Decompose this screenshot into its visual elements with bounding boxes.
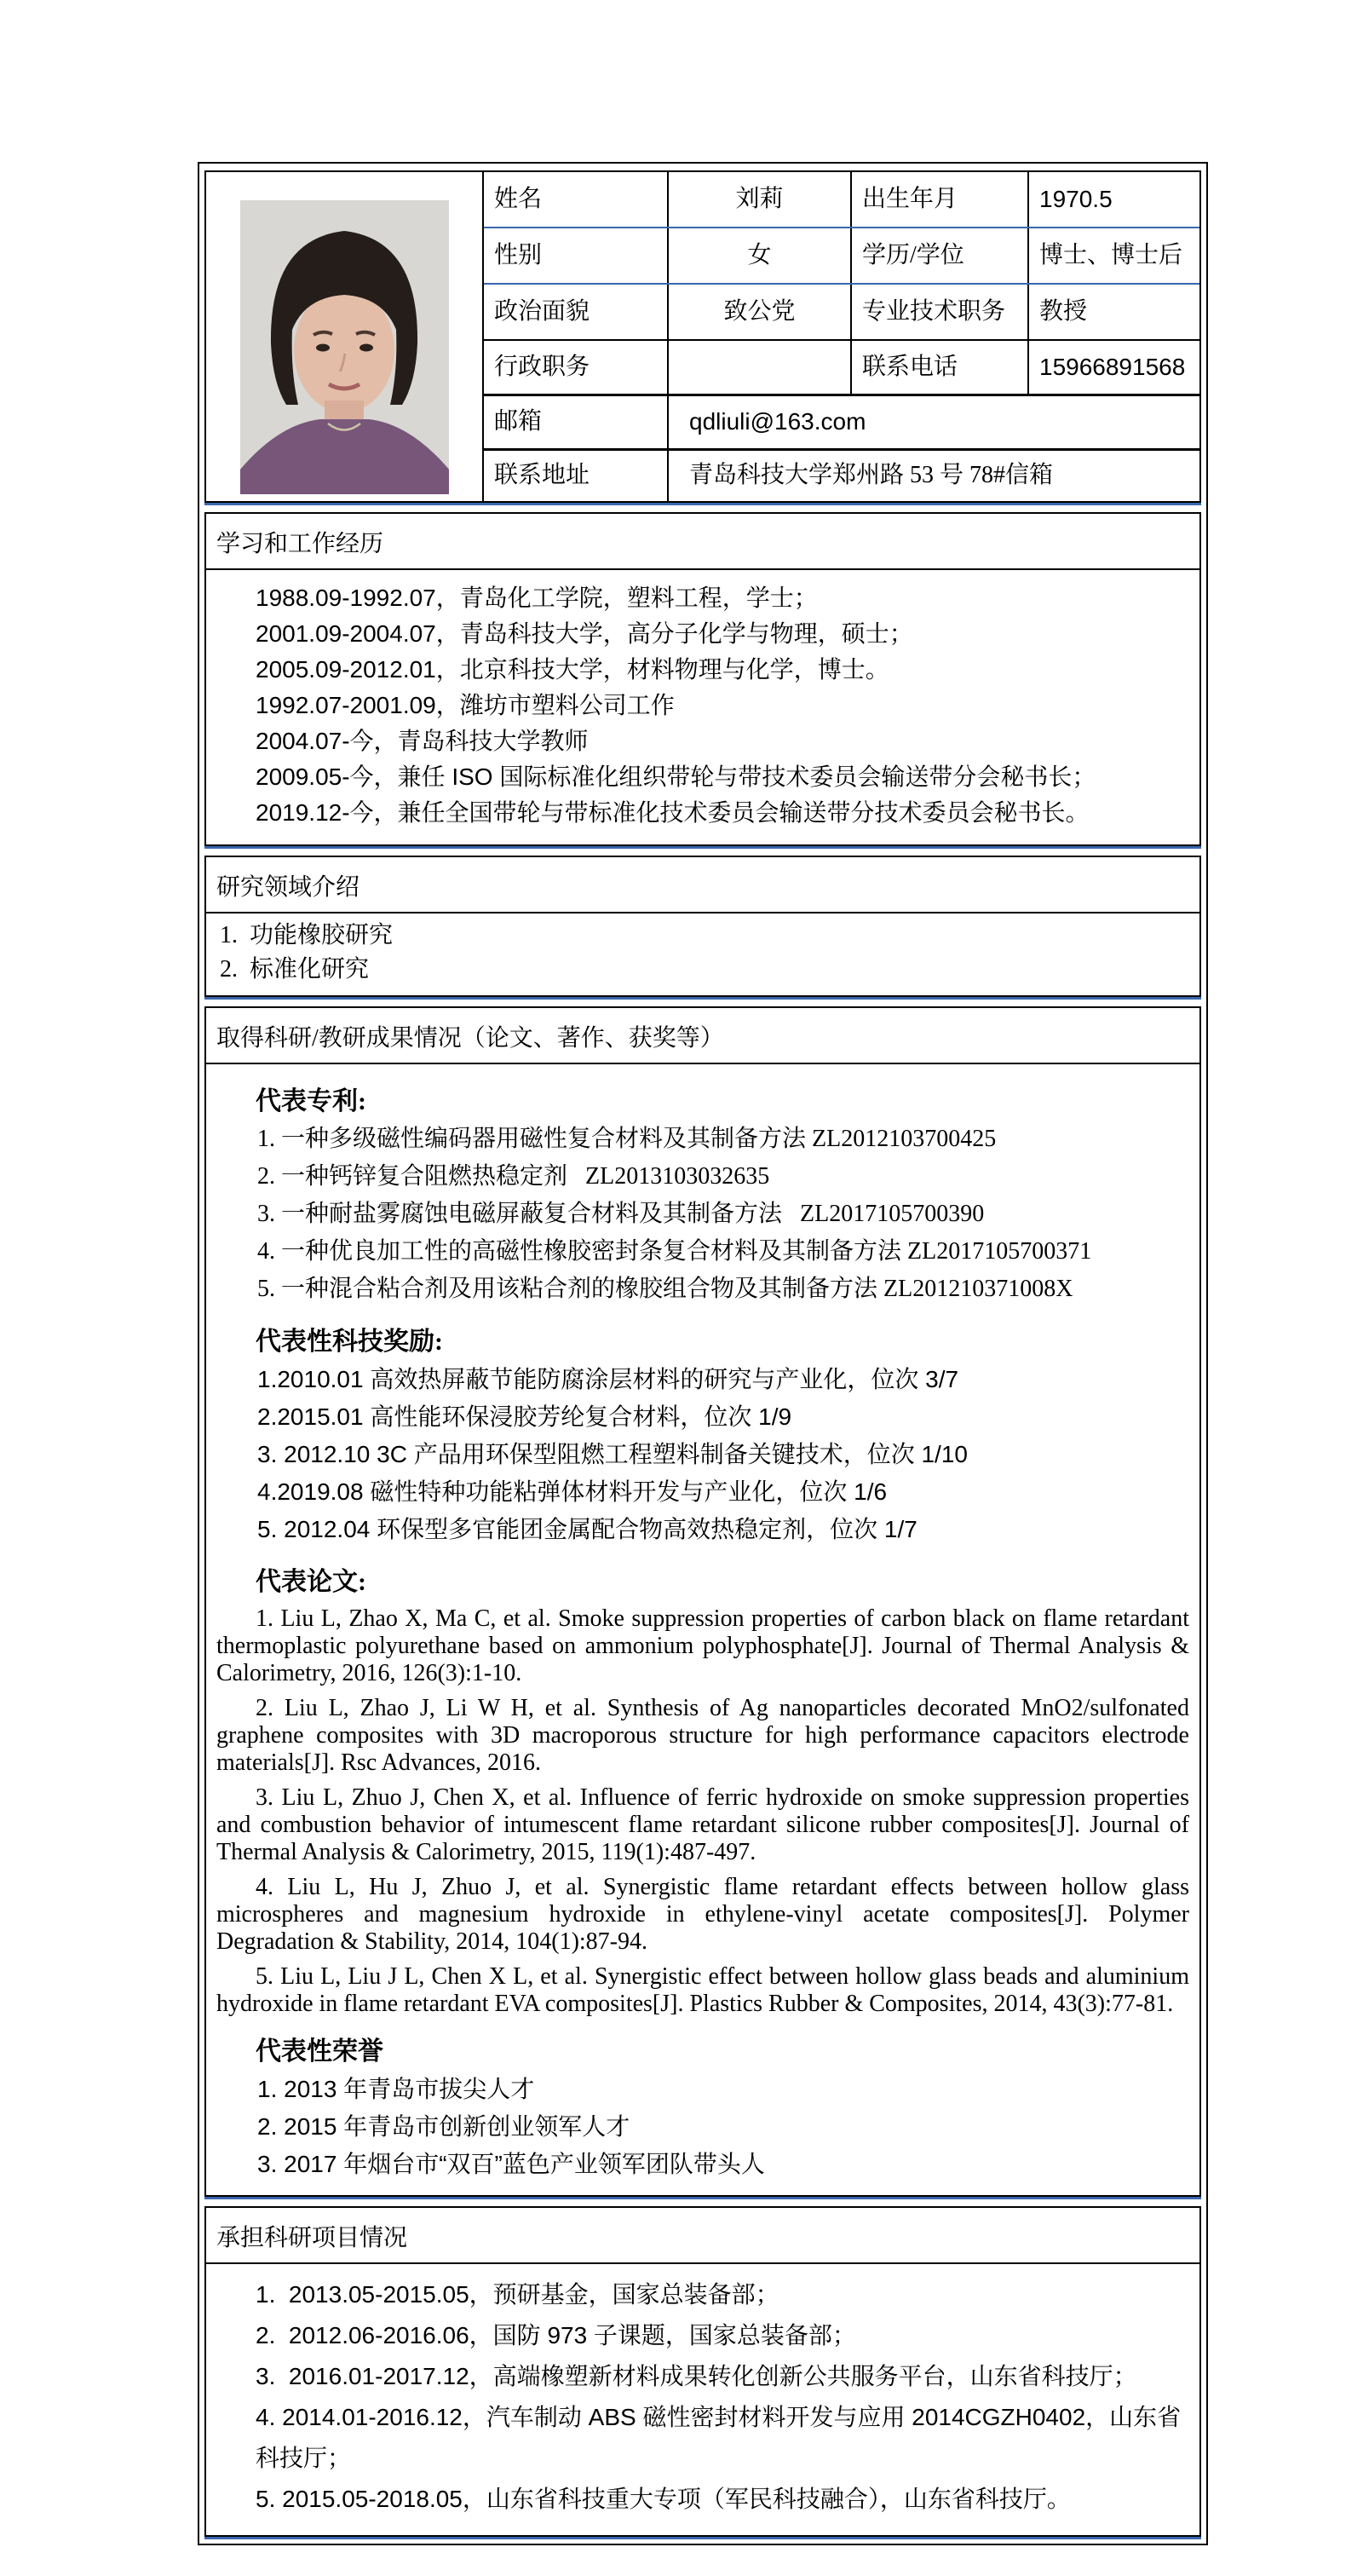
research-area-item: 2. 标准化研究	[220, 956, 370, 983]
political-label: 政治面貌	[494, 297, 590, 325]
section-title: 承担科研项目情况	[206, 2208, 1199, 2264]
table-row	[484, 283, 1199, 339]
project-item: 1. 2013.05-2015.05，预研基金，国家总装备部；	[256, 2281, 779, 2308]
award-item: 1.2010.01 高效热屏蔽节能防腐涂层材料的研究与产业化，位次 3/7	[257, 1366, 959, 1392]
political-value: 致公党	[667, 285, 850, 339]
email-label: 邮箱	[494, 408, 543, 435]
section-projects	[204, 2206, 1201, 2537]
section-title: 研究领域介绍	[206, 857, 1199, 913]
gender-label: 性别	[494, 241, 543, 268]
section-body	[206, 913, 1199, 995]
project-item: 4. 2014.01-2016.12，汽车制动 ABS 磁性密封材料开发与应用 2014CGZH0402，山东省科技厅；	[256, 2404, 1182, 2471]
address-label: 联系地址	[494, 462, 590, 489]
honor-item: 1. 2013 年青岛市拔尖人才	[257, 2076, 535, 2102]
experience-item: 2001.09-2004.07，青岛科技大学，高分子化学与物理，硕士；	[256, 620, 913, 647]
section-title: 取得科研/教研成果情况（论文、著作、获奖等）	[206, 1008, 1199, 1064]
birthdate-label: 出生年月	[850, 172, 1027, 227]
experience-item: 1988.09-1992.07，青岛化工学院，塑料工程，学士；	[256, 585, 818, 611]
honor-item: 2. 2015 年青岛市创新创业领军人才	[257, 2113, 630, 2140]
research-area-item: 1. 功能橡胶研究	[220, 922, 394, 948]
phone-value: 15966891568	[1027, 341, 1199, 394]
project-item: 2. 2012.06-2016.06，国防 973 子课题，国家总装备部；	[256, 2322, 856, 2348]
birthdate-value: 1970.5	[1027, 172, 1199, 227]
resume-document	[198, 162, 1208, 2545]
honor-item: 3. 2017 年烟台市“双百”蓝色产业领军团队带头人	[257, 2151, 765, 2177]
table-row	[484, 394, 1199, 448]
profile-table	[204, 170, 1201, 503]
section-research-areas	[204, 856, 1201, 997]
section-body	[206, 1064, 1199, 2195]
phone-label: 联系电话	[850, 341, 1027, 394]
experience-item: 2009.05-今，兼任 ISO 国际标准化组织带轮与带技术委员会输送带分会秘书长；	[256, 764, 1096, 790]
admin-post-label: 行政职务	[494, 353, 590, 380]
award-item: 3. 2012.10 3C 产品用环保型阻燃工程塑料制备关键技术，位次 1/10	[257, 1441, 968, 1467]
experience-item: 1992.07-2001.09，潍坊市塑料公司工作	[256, 692, 675, 718]
degree-label: 学历/学位	[850, 228, 1027, 283]
project-item: 5. 2015.05-2018.05，山东省科技重大专项（军民科技融合），山东省科技厅。	[256, 2486, 1071, 2512]
admin-post-value	[667, 341, 850, 394]
patent-item: 4. 一种优良加工性的高磁性橡胶密封条复合材料及其制备方法 ZL2017105700371	[257, 1238, 1092, 1265]
experience-item: 2005.09-2012.01，北京科技大学，材料物理与化学，博士。	[256, 656, 889, 683]
papers-heading: 代表论文:	[256, 1568, 366, 1596]
section-title: 学习和工作经历	[206, 514, 1199, 570]
patent-item: 5. 一种混合粘合剂及用该粘合剂的橡胶组合物及其制备方法 ZL201210371008X	[257, 1276, 1073, 1302]
paper-item: 2. Liu L, Zhao J, Li W H, et al. Synthesis of Ag nanoparticles decorated MnO2/sulfonated graphene composites with 3D macroporous structure for high performance capacitors electrode materials[J]. Rsc Advances, 2016.	[216, 1695, 1189, 1776]
section-body	[206, 570, 1199, 844]
experience-item: 2019.12-今，兼任全国带轮与带标准化技术委员会输送带分技术委员会秘书长。	[256, 799, 1090, 826]
awards-heading: 代表性科技奖励:	[256, 1328, 443, 1356]
portrait-photo	[240, 200, 449, 494]
award-item: 4.2019.08 磁性特种功能粘弹体材料开发与产业化，位次 1/6	[257, 1478, 888, 1505]
paper-item: 5. Liu L, Liu J L, Chen X L, et al. Synergistic effect between hollow glass beads and aluminium hydroxide in flame retardant EVA composites[J]. Plastics Rubber & Composites, 2014, 43(3):77-81.	[216, 1963, 1189, 2017]
table-row	[484, 339, 1199, 394]
photo-cell	[206, 172, 484, 501]
profile-fields	[484, 172, 1199, 501]
paper-item: 1. Liu L, Zhao X, Ma C, et al. Smoke suppression properties of carbon black on flame retardant thermoplastic polyurethane based on ammonium polyphosphate[J]. Journal of Thermal Analysis & Calorimetry, 2016, 126(3):1-10.	[216, 1605, 1189, 1686]
paper-item: 4. Liu L, Hu J, Zhuo J, et al. Synergistic flame retardant effects between hollow glass microspheres and magnesium hydroxide in ethylene-vinyl acetate composites[J]. Polymer Degradation & Stability, 2014, 104(1):87-94.	[216, 1874, 1189, 1955]
name-label: 姓名	[494, 185, 543, 212]
award-item: 5. 2012.04 环保型多官能团金属配合物高效热稳定剂，位次 1/7	[257, 1516, 917, 1542]
table-row	[484, 172, 1199, 227]
table-row	[484, 227, 1199, 283]
patent-item: 1. 一种多级磁性编码器用磁性复合材料及其制备方法 ZL2012103700425	[257, 1126, 997, 1152]
email-value: qdliuli@163.com	[667, 396, 1199, 448]
section-achievements	[204, 1006, 1201, 2197]
address-value: 青岛科技大学郑州路 53 号 78#信箱	[667, 451, 1199, 501]
patents-heading: 代表专利:	[256, 1087, 366, 1115]
patent-item: 3. 一种耐盐雾腐蚀电磁屏蔽复合材料及其制备方法 ZL2017105700390	[257, 1201, 985, 1227]
patent-item: 2. 一种钙锌复合阻燃热稳定剂 ZL2013103032635	[257, 1163, 770, 1190]
experience-item: 2004.07-今，青岛科技大学教师	[256, 728, 589, 754]
honors-heading: 代表性荣誉	[256, 2037, 383, 2066]
title-value: 教授	[1027, 285, 1199, 339]
name-value: 刘莉	[667, 172, 850, 227]
section-body	[206, 2264, 1199, 2535]
gender-value: 女	[667, 228, 850, 283]
section-experience	[204, 512, 1201, 846]
award-item: 2.2015.01 高性能环保浸胶芳纶复合材料，位次 1/9	[257, 1403, 792, 1430]
table-row	[484, 448, 1199, 501]
paper-item: 3. Liu L, Zhuo J, Chen X, et al. Influence of ferric hydroxide on smoke suppression properties and combustion behavior of intumescent flame retardant silicone rubber composites[J]. Journal of Thermal Analysis & Calorimetry, 2015, 119(1):487-497.	[216, 1784, 1189, 1865]
title-label: 专业技术职务	[850, 285, 1027, 339]
degree-value: 博士、博士后	[1027, 228, 1199, 283]
project-item: 3. 2016.01-2017.12，高端橡塑新材料成果转化创新公共服务平台，山东省科技厅；	[256, 2363, 1137, 2389]
